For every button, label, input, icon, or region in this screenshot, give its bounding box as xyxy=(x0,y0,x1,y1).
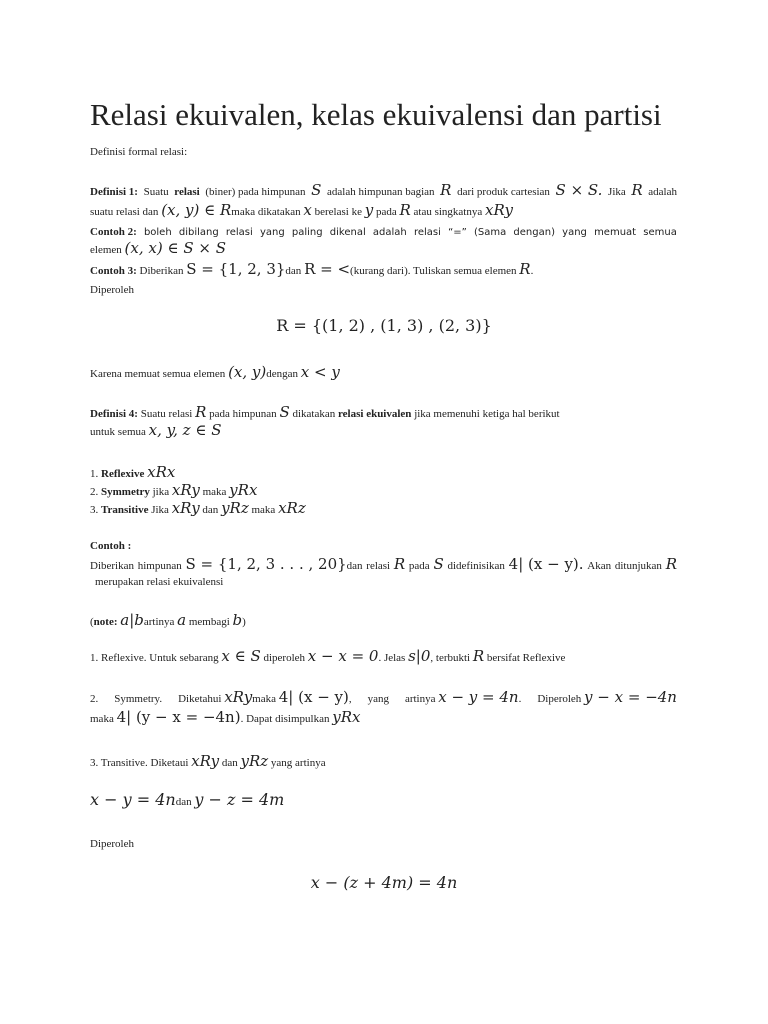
definition-4-label: Definisi 4: xyxy=(90,408,138,420)
intro-text: Definisi formal relasi: xyxy=(90,146,188,158)
contoh-label: Contoh : xyxy=(90,540,132,552)
property-symmetry: 2. Symmetry jika xRy maka yRx xyxy=(90,481,258,499)
definition-1-line-2: suatu relasi dan (x, y) ∈ Rmaka dikatakan x berelasi ke y pada R atau singkatnya xRy xyxy=(90,201,513,219)
diperoleh-text: Diperoleh xyxy=(90,284,134,296)
example-3-line: Contoh 3: Diberikan S = {1, 2, 3}dan R = <(kurang dari). Tuliskan semua elemen R. xyxy=(90,260,534,278)
definition-1-line-1: Definisi 1: Suatu relasi (biner) pada himpunan S adalah himpunan bagian R dari produk cartesian S × S. Jika R adalah xyxy=(90,181,677,199)
example-2-label: Contoh 2: xyxy=(90,226,137,238)
step-transitive: 3. Transitive. Diketaui xRy dan yRz yang artinya xyxy=(90,752,326,770)
relasi-ekuivalen-term: relasi ekuivalen xyxy=(337,408,412,420)
example-2-line-2: elemen (x, x) ∈ S × S xyxy=(90,239,226,257)
contoh-line-2: merupakan relasi ekuivalensi xyxy=(95,576,224,588)
definition-4-line-1: Definisi 4: Suatu relasi R pada himpunan S dikatakan relasi ekuivalen jika memenuhi ketiga hal berikut xyxy=(90,403,560,421)
transitive-equations: x − y = 4ndan y − z = 4m xyxy=(90,790,285,809)
relasi-term: relasi xyxy=(174,186,200,198)
karena-line: Karena memuat semua elemen (x, y)dengan x < y xyxy=(90,363,340,381)
step-symmetry-line-1: 2. Symmetry. Diketahui xRymaka 4| (x − y), yang artinya x − y = 4n. Diperoleh y − x = −4n xyxy=(90,688,677,706)
definition-4-line-2: untuk semua x, y, z ∈ S xyxy=(90,421,222,439)
result-set-equation: R = {(1, 2) , (1, 3) , (2, 3)} xyxy=(276,316,492,335)
step-reflexive: 1. Reflexive. Untuk sebarang x ∈ S diperoleh x − x = 0. Jelas s|0, terbukti R bersifat Reflexive xyxy=(90,647,566,665)
contoh-line-1: Diberikan himpunan S = {1, 2, 3 . . . , 20}dan relasi R pada S didefinisikan 4| (x − y). Akan ditunjukan R xyxy=(90,555,677,573)
property-transitive: 3. Transitive Jika xRy dan yRz maka xRz xyxy=(90,499,306,517)
property-reflexive: 1. Reflexive xRx xyxy=(90,463,176,481)
page-title: Relasi ekuivalen, kelas ekuivalensi dan partisi xyxy=(90,97,662,132)
step-symmetry-line-2: maka 4| (y − x = −4n). Dapat disimpulkan yRx xyxy=(90,708,361,726)
definition-1-label: Definisi 1: xyxy=(90,186,138,198)
note-line: (note: a|bartinya a membagi b) xyxy=(90,611,246,629)
example-3-label: Contoh 3: xyxy=(90,265,137,277)
final-equation: x − (z + 4m) = 4n xyxy=(310,873,458,892)
diperoleh-text-2: Diperoleh xyxy=(90,838,134,850)
example-2-line-1: Contoh 2: boleh dibilang relasi yang paling dikenal adalah relasi “=” (Sama dengan) yang memuat semua xyxy=(90,226,677,238)
